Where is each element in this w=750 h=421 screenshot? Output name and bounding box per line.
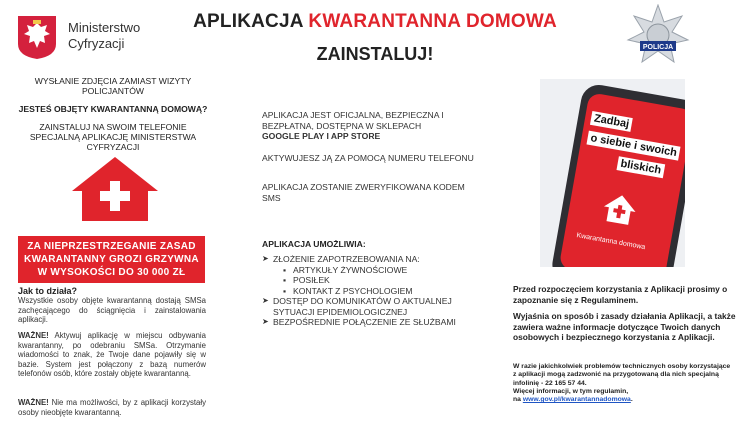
app-official-text [262,110,482,142]
fine-warning-banner [18,236,205,283]
app-official-line: APLIKACJA JEST OFICJALNA, BEZPIECZNA I BEZPŁATNA, DOSTĘPNA W SKLEPACH [262,110,444,131]
police-star-icon [626,4,690,66]
ministry-name-line2: Cyfryzacji [68,36,125,51]
title-prefix: APLIKACJA [193,11,303,32]
phone-text-line1: Zadbaj [590,111,633,132]
paragraph-3-text: Nie ma możliwości, by z aplikacji korzystały osoby nieobjęte kwarantanną. [18,398,206,417]
phone-screen [559,92,685,267]
ministry-name-line1: Ministerstwo [68,20,141,35]
polish-eagle-icon [16,14,58,60]
how-it-works-title: Jak to działa? [18,286,78,296]
list-item [283,286,482,297]
arrow-bullet-icon: ➤ [262,254,269,263]
ministry-name [68,20,140,52]
page-subtitle: ZAINSTALUJ! [316,44,434,64]
list-item [283,265,482,276]
features-list [262,254,482,328]
verification-text: APLIKACJA ZOSTANIE ZWERYFIKOWANA KODEM SMS [262,182,465,203]
website-suffix: . [630,396,633,404]
website-link[interactable]: www.gov.pl/kwarantannadomowa [522,396,631,404]
feature-text: ZŁOŻENIE ZAPOTRZEBOWANIA NA: [273,254,420,264]
list-item [262,254,482,296]
page-title [150,11,600,33]
install-instruction: ZAINSTALUJ NA SWOIM TELEFONIE SPECJALNĄ APLIKACJĘ MINISTERSTWA CYFRYZACJI [29,122,197,152]
fine-warning-text: ZA NIEPRZESTRZEGANIE ZASAD KWARANTANNY GROZI GRZYWNA W WYSOKOŚCI DO 30 000 ZŁ [24,241,199,278]
feature-text: DOSTĘP DO KOMUNIKATÓW O AKTUALNEJ SYTUACJI EPIDEMIOLOGICZNEJ [273,296,452,317]
app-stores-line: GOOGLE PLAY I APP STORE [262,131,381,141]
important-label: WAŻNE! [18,398,49,407]
website-prefix: na [513,396,523,404]
phone-app-name: Kwarantanna domowa [575,232,646,252]
title-highlight: KWARANTANNA DOMOWA [308,11,557,32]
paragraph-2-text: Aktywuj aplikację w miejscu odbywania kwarantanny, po odebraniu SMSa. Otrzymanie wiadomości to znak, że Twoje dane pojawiły się w bazie. System jest połączony z bazą numerów telefonów osób, które zostały objęte kwarantanną. [18,331,206,378]
sub-list [273,265,482,297]
phone-text-line2: o siebie i swoich [586,131,680,161]
regulations-description: Wyjaśnia on sposób i zasady działania Aplikacji, a także zawiera ważne informacje dotyczące Twoich danych osobowych i bezpiecznego korzystania z Aplikacji. [513,311,736,342]
how-it-works-paragraph-3 [18,398,206,417]
phone-text-line3: bliskich [616,156,665,178]
phone-illustration [540,79,685,267]
square-bullet-icon: ▪ [283,275,287,285]
home-cross-icon [70,155,160,223]
police-label: POLICJA [642,44,674,51]
list-item [262,317,482,328]
how-it-works-paragraph-2 [18,331,206,379]
phone-body [550,82,685,267]
how-it-works-paragraph-1: Wszystkie osoby objęte kwarantanną dostają SMSa zachęcającego do ściągnięcia i zainstalowania aplikacji. [18,296,206,324]
list-item [283,275,482,286]
arrow-bullet-icon: ➤ [262,317,269,326]
features-title: APLIKACJA UMOŻLIWIA: [262,239,366,249]
arrow-bullet-icon: ➤ [262,296,269,305]
square-bullet-icon: ▪ [283,285,287,296]
hotline-text: W razie jakichkolwiek problemów technicznych osoby korzystające z aplikacji mogą zadzwonić na przygotowaną dla nich specjalną infolinię - 22 165 57 44. [513,363,731,387]
feature-text: BEZPOŚREDNIE POŁĄCZENIE ZE SŁUŻBAMI [273,317,456,327]
more-info-text: Więcej informacji, w tym regulamin, [513,387,629,395]
quarantine-question: JESTEŚ OBJĘTY KWARANTANNĄ DOMOWĄ? [18,104,208,114]
home-cross-icon [600,191,639,226]
website-line [513,396,735,404]
sub-item-text: ARTYKUŁY ŻYWNOŚCIOWE [293,264,408,275]
list-item [262,296,482,317]
important-label: WAŻNE! [18,331,49,340]
activation-text: AKTYWUJESZ JĄ ZA POMOCĄ NUMERU TELEFONU [262,153,474,163]
intro-text: WYSŁANIE ZDJĘCIA ZAMIAST WIZYTY POLICJANTÓW [34,76,192,96]
sub-item-text: KONTAKT Z PSYCHOLOGIEM [293,285,413,296]
sub-item-text: POSIŁEK [293,275,330,285]
square-bullet-icon: ▪ [283,264,287,275]
regulations-notice: Przed rozpoczęciem korzystania z Aplikacji prosimy o zapoznanie się z Regulaminem. [513,284,728,305]
support-info [513,363,735,404]
